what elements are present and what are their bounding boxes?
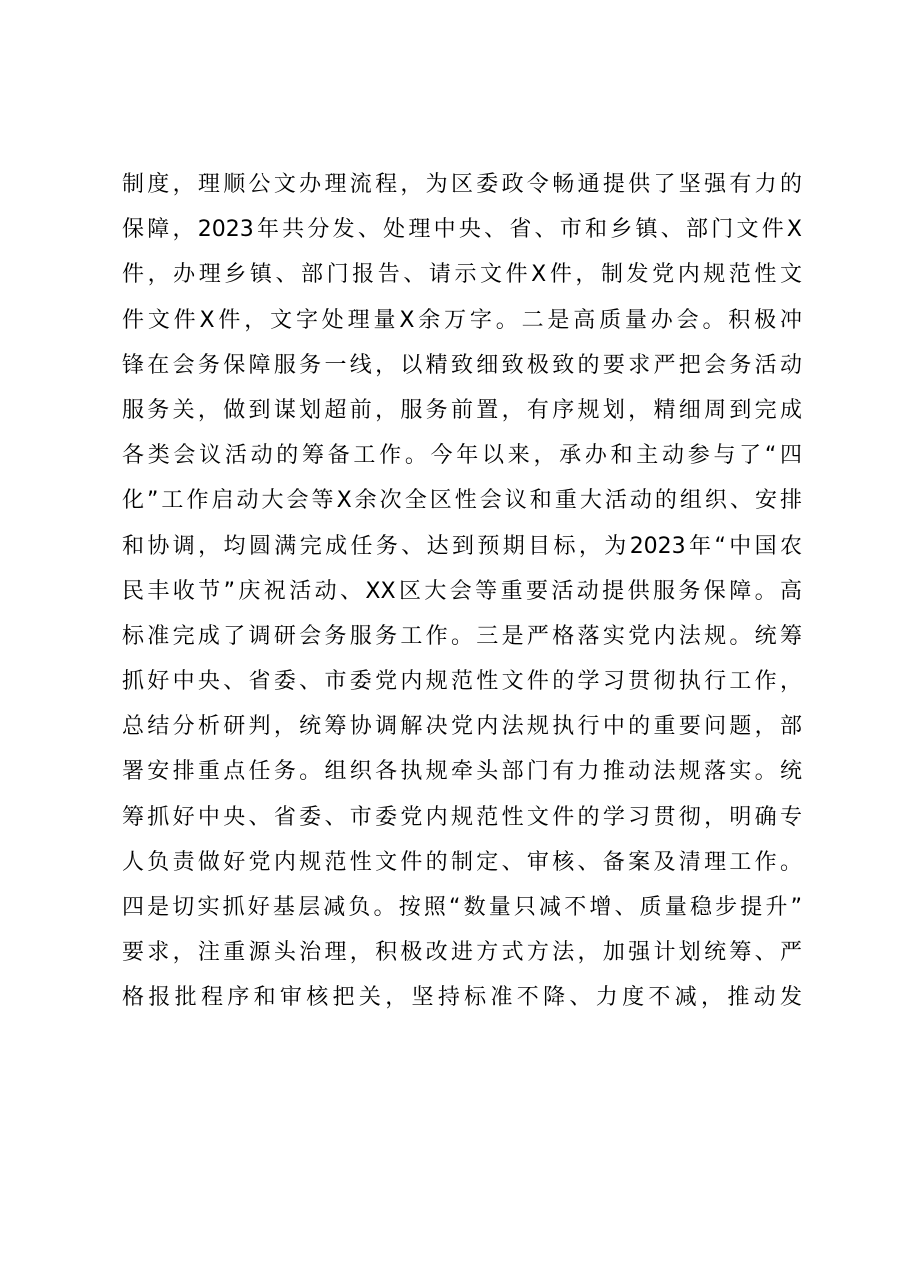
- text-line: 服务关，做到谋划超前，服务前置，有序规划，精细周到完成: [122, 397, 802, 423]
- text-line: 格报批程序和审核把关，坚持标准不降、力度不减，推动发: [122, 985, 802, 1011]
- body-paragraph: [122, 162, 802, 1021]
- text-line: 要求，注重源头治理，积极改进方式方法，加强计划统筹、严: [122, 940, 802, 966]
- text-line: 件，办理乡镇、部门报告、请示文件X件，制发党内规范性文: [122, 262, 802, 288]
- text-line: 和协调，均圆满完成任务、达到预期目标，为2023年“中国农: [122, 533, 802, 559]
- text-line: 标准完成了调研会务服务工作。三是严格落实党内法规。统筹: [122, 623, 802, 649]
- text-line: 四是切实抓好基层减负。按照“数量只减不增、质量稳步提升”: [122, 895, 803, 920]
- text-line: 保障，2023年共分发、处理中央、省、市和乡镇、部门文件X: [122, 217, 802, 243]
- text-line: 民丰收节”庆祝活动、XX区大会等重要活动提供服务保障。高: [122, 578, 802, 604]
- text-line: 锋在会务保障服务一线，以精致细致极致的要求严把会务活动: [122, 352, 802, 378]
- text-line: 件文件X件，文字处理量X余万字。二是高质量办会。积极冲: [122, 307, 802, 333]
- text-line: 化”工作启动大会等X余次全区性会议和重大活动的组织、安排: [122, 488, 802, 514]
- text-line: 抓好中央、省委、市委党内规范性文件的学习贯彻执行工作，: [122, 669, 802, 695]
- text-line: 筹抓好中央、省委、市委党内规范性文件的学习贯彻，明确专: [122, 804, 802, 830]
- text-line: 制度，理顺公文办理流程，为区委政令畅通提供了坚强有力的: [122, 172, 802, 197]
- text-line: 总结分析研判，统筹协调解决党内法规执行中的重要问题，部: [122, 714, 802, 740]
- text-line: 署安排重点任务。组织各执规牵头部门有力推动法规落实。统: [122, 759, 802, 785]
- text-line: 人负责做好党内规范性文件的制定、审核、备案及清理工作。: [122, 849, 802, 875]
- text-line: 各类会议活动的筹备工作。今年以来，承办和主动参与了“四: [122, 443, 802, 469]
